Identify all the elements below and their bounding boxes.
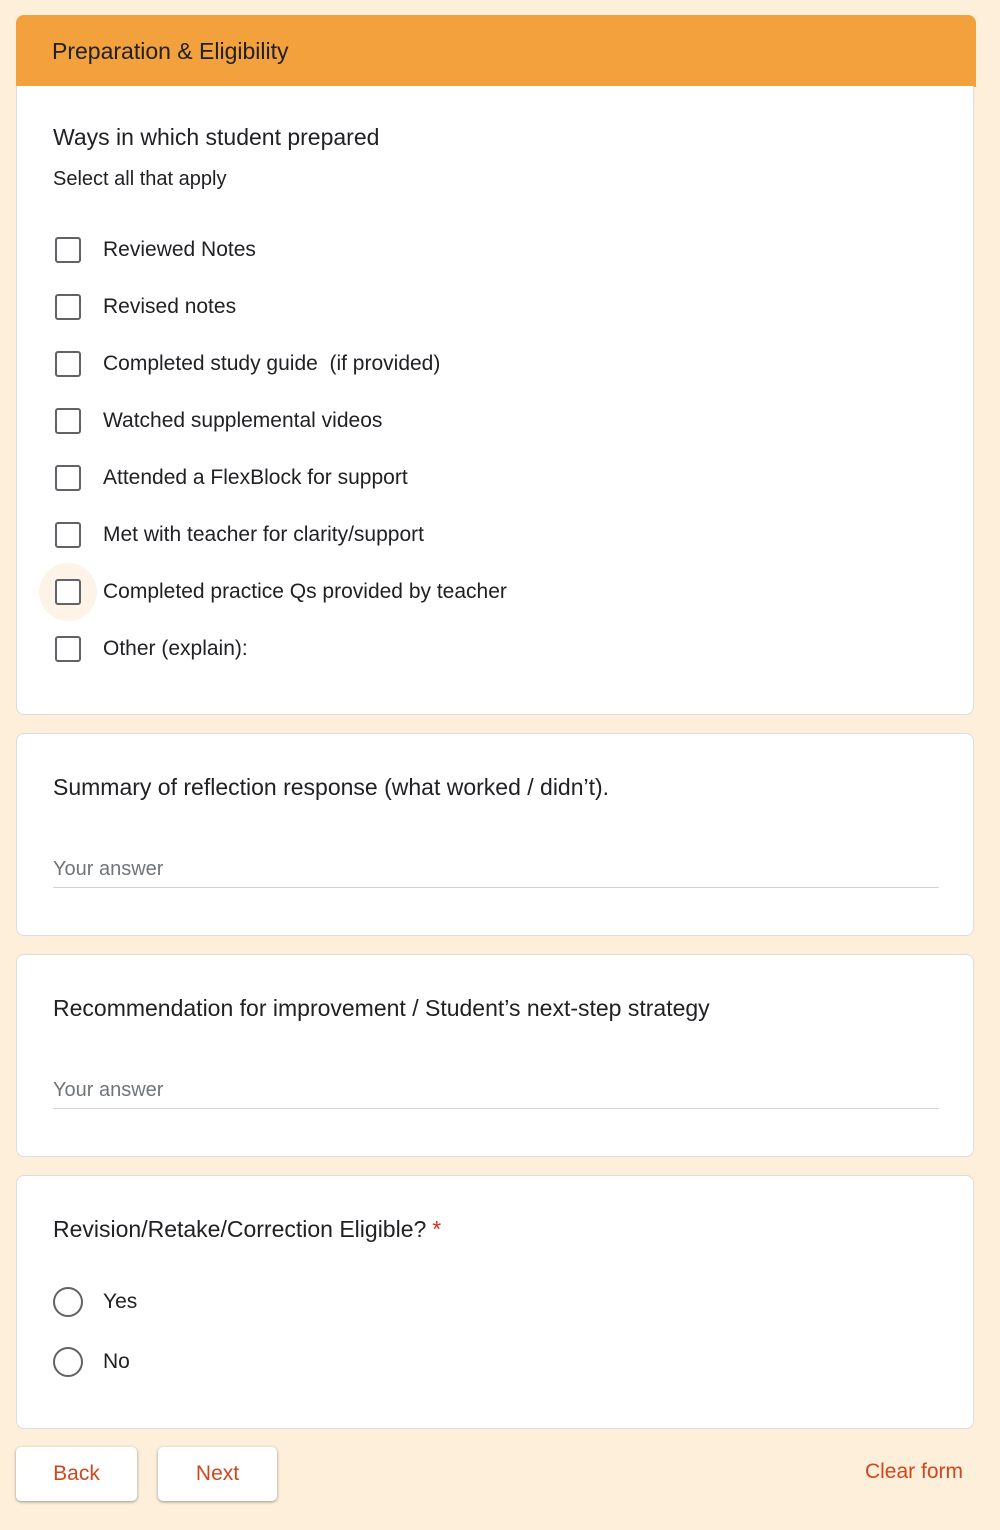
question-title bbox=[53, 1216, 441, 1243]
checkbox[interactable] bbox=[55, 579, 81, 605]
option-label: Yes bbox=[103, 1290, 138, 1313]
question-card-eligibility bbox=[16, 1175, 974, 1429]
radio-option-yes[interactable] bbox=[53, 1286, 137, 1318]
checkbox-option-flexblock[interactable] bbox=[53, 462, 408, 494]
checkbox[interactable] bbox=[55, 294, 81, 320]
checkbox[interactable] bbox=[55, 465, 81, 491]
question-card-reflection bbox=[16, 733, 974, 936]
option-label: Completed study guide (if provided) bbox=[103, 352, 441, 375]
question-card-preparation bbox=[16, 86, 974, 715]
option-label: Met with teacher for clarity/support bbox=[103, 523, 424, 546]
question-card-recommendation bbox=[16, 954, 974, 1157]
checkbox[interactable] bbox=[55, 636, 81, 662]
option-label: Watched supplemental videos bbox=[103, 409, 383, 432]
section-title: Preparation & Eligibility bbox=[52, 37, 289, 64]
radio-option-no[interactable] bbox=[53, 1346, 130, 1378]
checkbox-option-revised-notes[interactable] bbox=[53, 291, 236, 323]
checkbox-option-practice-qs[interactable] bbox=[53, 576, 507, 608]
section-header bbox=[16, 15, 976, 87]
question-subtitle: Select all that apply bbox=[53, 168, 227, 190]
back-button[interactable]: Back bbox=[16, 1447, 137, 1501]
option-label: Completed practice Qs provided by teacher bbox=[103, 580, 507, 603]
next-button[interactable]: Next bbox=[158, 1447, 277, 1501]
question-title: Summary of reflection response (what worked / didn’t). bbox=[53, 774, 610, 800]
question-title: Recommendation for improvement / Student’s next-step strategy bbox=[53, 995, 710, 1021]
question-title-text: Revision/Retake/Correction Eligible? bbox=[53, 1216, 427, 1242]
checkbox[interactable] bbox=[55, 351, 81, 377]
required-asterisk: * bbox=[432, 1216, 442, 1242]
radio-button[interactable] bbox=[53, 1287, 83, 1317]
option-label: No bbox=[103, 1350, 130, 1373]
reflection-answer-input[interactable] bbox=[53, 852, 939, 888]
checkbox-option-met-teacher[interactable] bbox=[53, 519, 424, 551]
checkbox-option-other[interactable] bbox=[53, 633, 248, 665]
checkbox[interactable] bbox=[55, 522, 81, 548]
checkbox[interactable] bbox=[55, 237, 81, 263]
option-label: Revised notes bbox=[103, 295, 237, 318]
question-title: Ways in which student prepared bbox=[53, 124, 380, 150]
option-label: Reviewed Notes bbox=[103, 238, 256, 261]
option-label: Attended a FlexBlock for support bbox=[103, 466, 408, 489]
checkbox-option-videos[interactable] bbox=[53, 405, 382, 437]
option-label: Other (explain): bbox=[103, 637, 248, 660]
recommendation-answer-input[interactable] bbox=[53, 1073, 939, 1109]
checkbox-option-reviewed-notes[interactable] bbox=[53, 234, 256, 266]
clear-form-link[interactable]: Clear form bbox=[864, 1460, 963, 1483]
checkbox-option-study-guide[interactable] bbox=[53, 348, 440, 380]
radio-button[interactable] bbox=[53, 1347, 83, 1377]
checkbox[interactable] bbox=[55, 408, 81, 434]
